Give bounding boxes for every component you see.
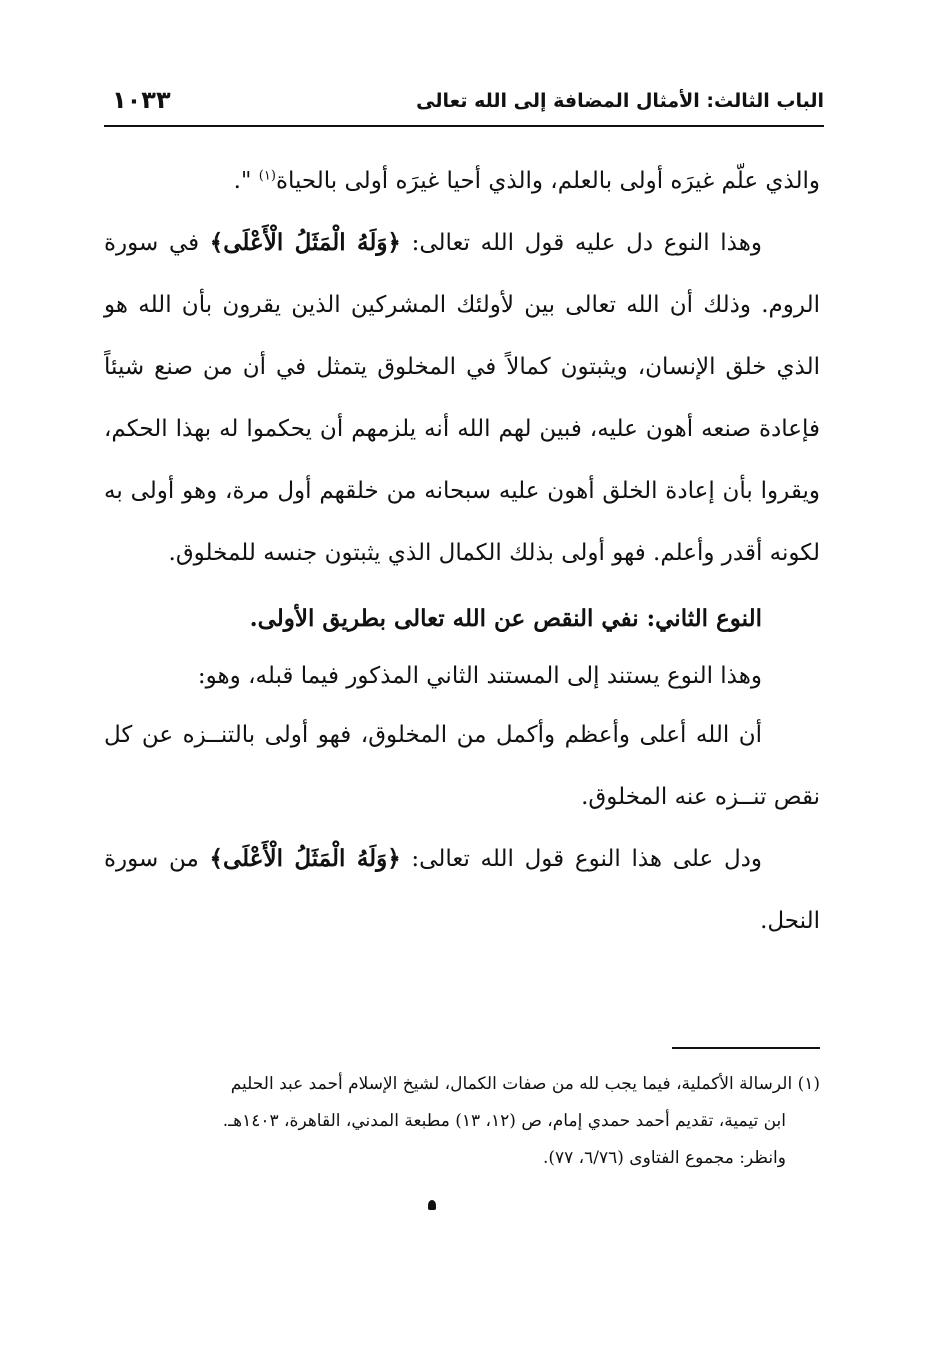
quran-verse-2: ﴿وَلَهُ الْمَثَلُ الْأَعْلَى﴾ [209,845,401,872]
paragraph-5 [104,828,820,952]
footnote-1-line1: (١) الرسالة الأكملية، فيما يجب لله من صفات الكمال، لشيخ الإسلام أحمد عبد الحليم [230,1074,820,1094]
quran-verse: ﴿وَلَهُ الْمَثَلُ الْأَعْلَى﴾ [209,229,401,256]
paragraph-2-lead: وهذا النوع دل عليه قول الله تعالى: [400,230,762,256]
paragraph-4: أن الله أعلى وأعظم وأكمل من المخلوق، فهو أولى بالتنــزه عن كل نقص تنــزه عنه المخلوق. [104,722,820,810]
footnote-1 [104,1066,820,1140]
page-number: ١٠٣٣ [112,86,171,114]
footnote-1-line3: وانظر: مجموع الفتاوى (٦/٧٦، ٧٧). [542,1148,786,1168]
page-header [104,84,824,124]
footnote-rule [672,1047,820,1049]
paragraph-2 [104,212,820,584]
paragraph-1-end: ". [233,168,259,194]
section-heading: النوع الثاني: نفي النقص عن الله تعالى بطريق الأولى. [249,605,762,632]
footnote-ref-1: (١) [258,168,276,184]
footnote-1-line2: ابن تيمية، تقديم أحمد حمدي إمام، ص (١٢، ١٣) مطبعة المدني، القاهرة، ١٤٠٣هـ. [222,1111,786,1131]
paragraph-5-rest: من سورة النحل. [104,846,820,934]
footnotes [104,1066,820,1177]
paragraph-5-lead: ودل على هذا النوع قول الله تعالى: [400,846,762,872]
running-title: الباب الثالث: الأمثال المضافة إلى الله تعالى [416,90,824,112]
ink-mark [428,1200,436,1210]
footnote-1-see-also [104,1140,820,1177]
paragraph-1 [104,150,820,212]
paragraph-1-text: والذي علّم غيرَه أولى بالعلم، والذي أحيا غيرَه أولى بالحياة [275,168,820,194]
paragraph-2-rest: في سورة الروم. وذلك أن الله تعالى بين لأولئك المشركين الذين يقرون بأن الله هو الذي خلق الإنسان، ويثبتون كمالاً في المخلوق يتمثل في أن من صنع شيئاً فإعادة صنعه أهون عليه، فبين لهم الله أنه يلزمهم أن يحكموا له بهذا الحكم، ويقروا بأن إعادة الخلق أهون عليه سبحانه من خلقهم أول مرة، وهو أولى به لكونه أقدر وأعلم. فهو أولى بذلك الكمال الذي يثبتون جنسه للمخلوق. [104,230,820,566]
header-rule [104,125,824,127]
paragraph-3: وهذا النوع يستند إلى المستند الثاني المذكور فيما قبله، وهو: [197,663,762,689]
body-text [104,150,820,952]
